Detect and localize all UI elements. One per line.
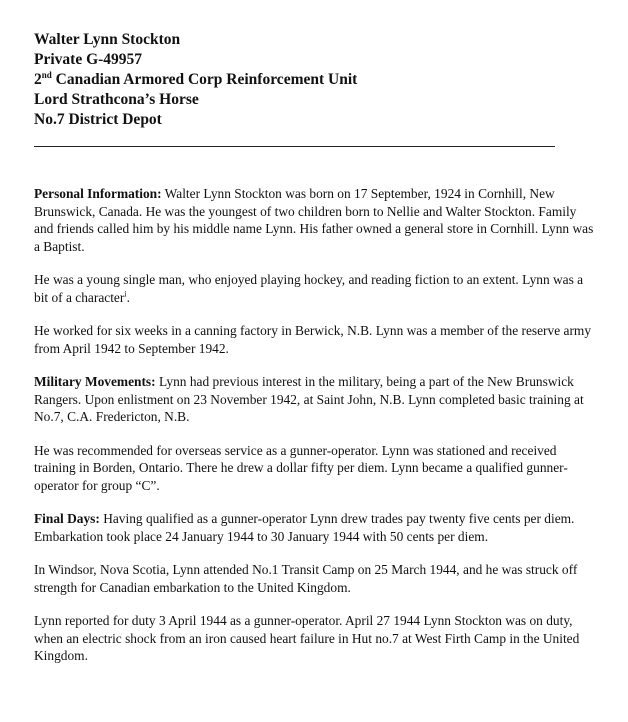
- paragraph-text: Lynn had previous interest in the military, being a part of the New Brunswick Rangers. Upon enlistment on 23 November 1942, at Saint John, N.B. Lynn completed basic training at No.7, C.A. Fredericton, N.B.: [34, 374, 584, 424]
- paragraph-military-movements: [34, 373, 594, 426]
- footnote-marker[interactable]: i: [124, 289, 127, 299]
- biography-body: [34, 185, 594, 681]
- unit-number: 2: [34, 71, 42, 88]
- paragraph-text: Having qualified as a gunner-operator Lynn drew trades pay twenty five cents per diem. Embarkation took place 24 January 1944 to 30 January 1944 with 50 cents per diem.: [34, 511, 575, 544]
- unit-ordinal: nd: [41, 69, 52, 80]
- paragraph-text: Lynn reported for duty 3 April 1944 as a gunner-operator. April 27 1944 Lynn Stockton was on duty, when an electric shock from an iron caused heart failure in Hut no.7 at West Firth Camp in the United Kingdom.: [34, 613, 580, 663]
- section-heading-military: Military Movements:: [34, 374, 156, 389]
- section-heading-final-days: Final Days:: [34, 511, 100, 526]
- paragraph-text-tail: .: [126, 289, 130, 305]
- paragraph-personal-information: [34, 185, 594, 255]
- paragraph-death: [34, 612, 594, 665]
- header-divider: [34, 146, 555, 147]
- paragraph-text: He was recommended for overseas service as a gunner-operator. Lynn was stationed and received training in Borden, Ontario. There he drew a dollar fifty per diem. Lynn became a qualified gunner-operator for group “C”.: [34, 442, 568, 493]
- paragraph-training: [34, 442, 594, 495]
- soldier-unit: [34, 70, 594, 90]
- section-heading-personal: Personal Information:: [34, 186, 162, 201]
- soldier-name: Walter Lynn Stockton: [34, 31, 181, 48]
- soldier-header: [34, 30, 594, 130]
- soldier-depot: No.7 District Depot: [34, 111, 162, 128]
- soldier-rank: Private G-49957: [34, 51, 143, 68]
- paragraph-text: In Windsor, Nova Scotia, Lynn attended No.1 Transit Camp on 25 March 1944, and he was struck off strength for Canadian embarkation to the United Kingdom.: [34, 562, 578, 595]
- paragraph-transit-camp: [34, 561, 594, 596]
- paragraph-final-days: [34, 510, 594, 545]
- paragraph-text: He was a young single man, who enjoyed playing hockey, and reading fiction to an extent. Lynn was a bit of a character: [34, 272, 584, 305]
- paragraph-hobbies: [34, 271, 594, 306]
- paragraph-text: Walter Lynn Stockton was born on 17 September, 1924 in Cornhill, New Brunswick, Canada. He was the youngest of two children born to Nellie and Walter Stockton. Family and friends called him by his middle name Lynn. His father owned a general store in Cornhill. Lynn was a Baptist.: [34, 186, 594, 254]
- paragraph-text: He worked for six weeks in a canning factory in Berwick, N.B. Lynn was a member of the reserve army from April 1942 to September 1942.: [34, 323, 592, 356]
- paragraph-employment: [34, 322, 594, 357]
- soldier-regiment: Lord Strathcona’s Horse: [34, 91, 199, 108]
- unit-name: Canadian Armored Corp Reinforcement Unit: [51, 71, 358, 88]
